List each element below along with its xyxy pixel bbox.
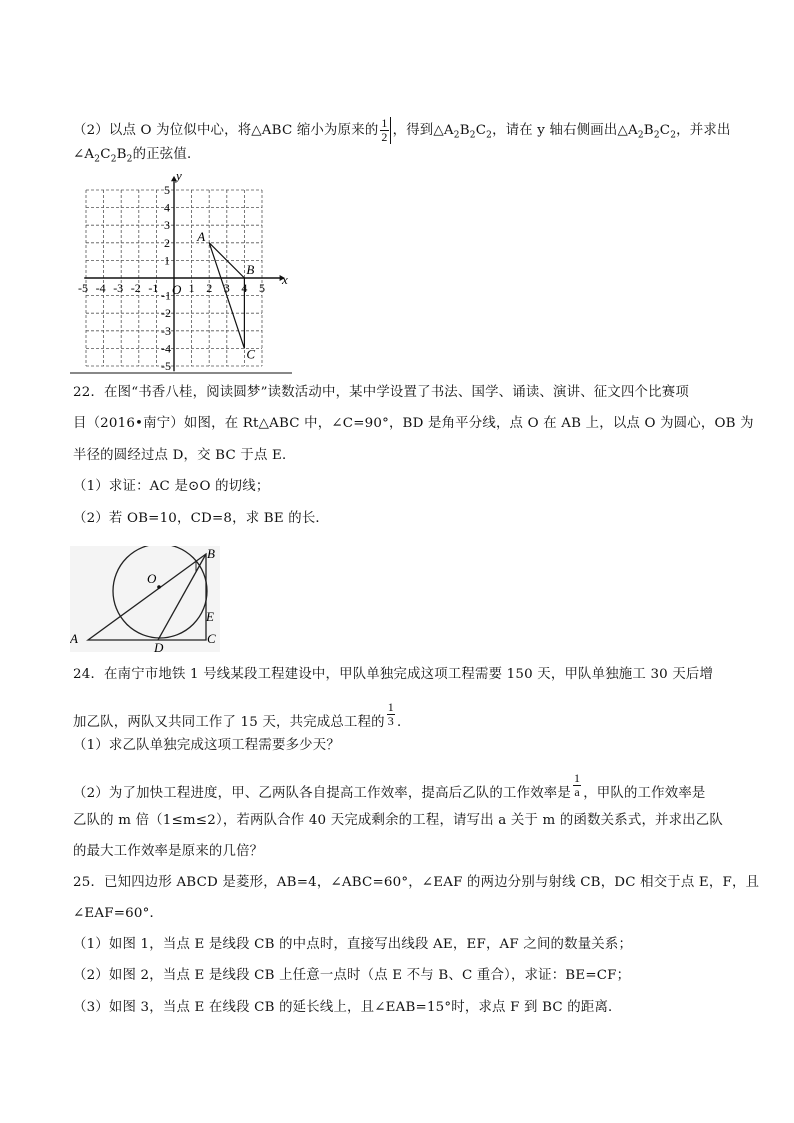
x-tick-label: -4	[95, 281, 106, 295]
x-tick-label: 4	[241, 281, 248, 295]
y-tick-label: -5	[161, 359, 171, 373]
x-tick-label: 5	[259, 281, 265, 295]
q21-part2-line2: $\angle A_2C_2B_2$的正弦值．	[73, 147, 201, 165]
fraction-one-over-a: $\frac{1}{a}$	[573, 771, 581, 799]
point-label-b: B	[246, 262, 255, 277]
q22-line1: 22．在图“书香八桂，阅读圆梦”读数活动中，某中学设置了书法、国学、诵读、演讲、征文四个比赛项	[73, 385, 689, 400]
y-tick-label: 2	[164, 235, 170, 250]
x-tick-label: -3	[113, 281, 124, 295]
x-axis-label: x	[282, 272, 288, 287]
y-tick-label: -4	[161, 341, 171, 356]
label-o: O	[147, 571, 157, 586]
y-tick-label: 1	[164, 253, 170, 268]
x-tick-label: 1	[188, 281, 195, 295]
y-tick-label: 3	[164, 218, 170, 233]
q25-part2: （2）如图 2，当点 E 是线段 CB 上任意一点时（点 E 不与 B、C 重合），求证：BE=CF；	[73, 968, 631, 983]
y-tick-label: -3	[161, 323, 171, 338]
q21-text: （2）以点 O 为位似中心，将△ABC 缩小为原来的	[73, 123, 379, 138]
y-axis-label: y	[176, 168, 182, 183]
q22-line2: 目（2016•南宁）如图，在 Rt△ABC 中，∠C=90°，BD 是角平分线，点 O 在 AB 上，以点 O 为圆心，OB 为	[73, 416, 754, 431]
coordinate-grid-figure	[70, 168, 292, 374]
center-dot	[157, 585, 161, 589]
y-tick-label: 4	[164, 200, 170, 215]
q25-line1: 25．已知四边形 ABCD 是菱形，AB=4，∠ABC=60°，∠EAF 的两边分别与射线 CB，DC 相交于点 E，F，且	[73, 875, 760, 890]
point-label-a: A	[197, 228, 206, 244]
fraction-one-third: $\frac{1}{3}$	[387, 700, 394, 728]
label-a: A	[70, 631, 78, 646]
label-c: C	[207, 631, 216, 646]
x-tick-label: -5	[78, 281, 88, 295]
x-tick-label: -1	[148, 281, 159, 295]
x-tick-label: 2	[206, 281, 213, 295]
label-e: E	[206, 609, 214, 624]
q24-line2: 加乙队，两队又共同工作了 15 天，共完成总工程的 $\frac{1}{3}$ ．	[73, 700, 411, 730]
q22-part1: （1）求证：AC 是⊙O 的切线；	[73, 479, 270, 494]
origin-label: O	[172, 282, 182, 297]
label-d: D	[154, 640, 164, 652]
q22-part2: （2）若 OB=10，CD=8，求 BE 的长．	[73, 511, 330, 526]
q24-part1: （1）求乙队单独完成这项工程需要多少天？	[73, 738, 340, 753]
y-tick-label: 5	[164, 183, 170, 197]
triangle-abc	[196, 229, 255, 362]
q22-line3: 半径的圆经过点 D，交 BC 于点 E．	[73, 448, 296, 463]
circle-triangle-figure	[70, 546, 220, 652]
q24-part2-line2: 乙队的 m 倍（1≤m≤2），若两队合作 40 天完成剩余的工程，请写出 a 关于 m 的函数关系式，并求出乙队	[73, 813, 723, 828]
q21-part2-line1: （2）以点 O 为位似中心，将△ABC 缩小为原来的 $\frac{1}{2}$ ，得到$\triangle A_2B_2C_2$，请在 y 轴右侧画出$\triangle A_2B_2C_2$，并求出	[73, 116, 731, 144]
fraction-one-half: $\frac{1}{2}$	[380, 117, 390, 144]
x-tick-label: -2	[130, 281, 141, 295]
q24-part2-line1: （2）为了加快工程进度，甲、乙两队各自提高工作效率，提高后乙队的工作效率是 $\frac{1}{a}$ ，甲队的工作效率是	[73, 771, 706, 801]
x-tick-label: 3	[223, 281, 230, 295]
y-tick-label: -1	[161, 288, 171, 303]
point-label-c: C	[246, 346, 256, 362]
q24-part2-line3: 的最大工作效率是原来的几倍？	[73, 844, 264, 859]
q24-line1: 24．在南宁市地铁 1 号线某段工程建设中，甲队单独完成这项工程需要 150 天，甲队单独施工 30 天后增	[73, 667, 714, 682]
q25-part3: （3）如图 3，当点 E 在线段 CB 的延长线上，且∠EAB=15°时，求点 F 到 BC 的距离．	[73, 1000, 622, 1015]
q25-part1: （1）如图 1，当点 E 是线段 CB 的中点时，直接写出线段 AE，EF，AF 之间的数量关系；	[73, 937, 633, 952]
q25-line2: ∠EAF=60°．	[73, 906, 164, 921]
y-tick-label: -2	[161, 306, 171, 321]
label-b: B	[207, 546, 215, 561]
